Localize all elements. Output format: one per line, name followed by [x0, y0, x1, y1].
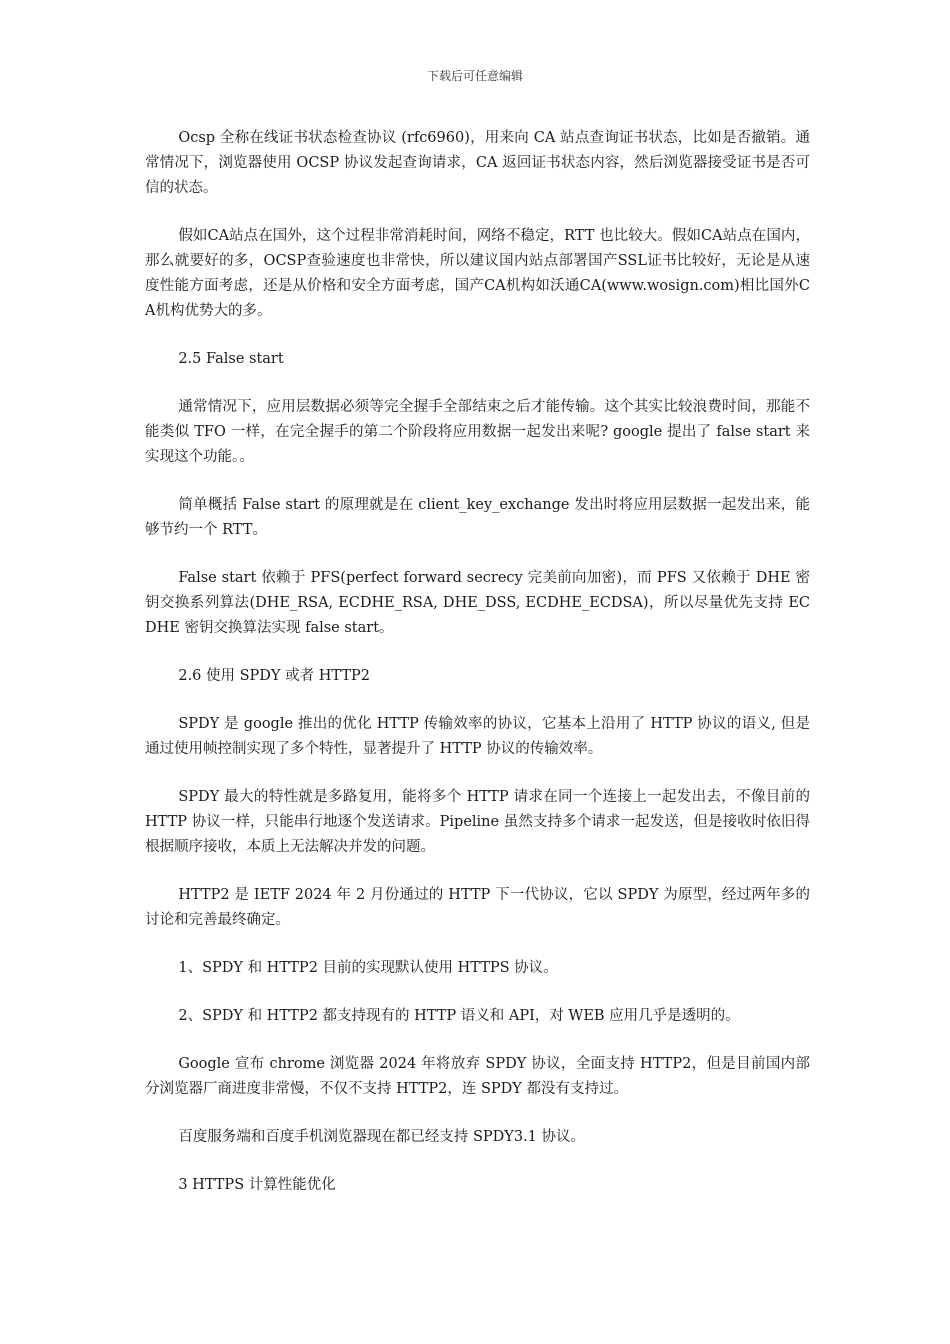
list-item-https-default: 1、SPDY 和 HTTP2 目前的实现默认使用 HTTPS 协议。	[178, 960, 558, 976]
paragraph-http2-intro: HTTP2 是 IETF 2024 年 2 月份通过的 HTTP 下一代协议，它以 SPDY 为原型，经过两年多的讨论和完善最终确定。	[145, 887, 810, 928]
paragraph-chrome-spdy: Google 宣布 chrome 浏览器 2024 年将放弃 SPDY 协议，全面支持 HTTP2，但是目前国内部分浏览器厂商进度非常慢，不仅不支持 HTTP2，连 SPDY 都没有支持过。	[145, 1056, 810, 1097]
paragraph-spdy-intro: SPDY 是 google 推出的优化 HTTP 传输效率的协议，它基本上沿用了 HTTP 协议的语义, 但是通过使用帧控制实现了多个特性，显著提升了 HTTP 协议的传输效率。	[145, 716, 810, 757]
paragraph-ocsp-intro: Ocsp 全称在线证书状态检查协议 (rfc6960)，用来向 CA 站点查询证书状态，比如是否撤销。通常情况下，浏览器使用 OCSP 协议发起查询请求，CA 返回证书状态内容，然后浏览器接受证书是否可信的状态。	[145, 130, 810, 196]
paragraph-false-start-motivation: 通常情况下，应用层数据必须等完全握手全部结束之后才能传输。这个其实比较浪费时间，那能不能类似 TFO 一样，在完全握手的第二个阶段将应用数据一起发出来呢? google 提出了 false start 来实现这个功能。。	[145, 399, 810, 465]
section-heading-spdy-http2: 2.6 使用 SPDY 或者 HTTP2	[178, 668, 370, 684]
paragraph-false-start-principle: 简单概括 False start 的原理就是在 client_key_exchange 发出时将应用层数据一起发出来，能够节约一个 RTT。	[145, 497, 810, 538]
section-heading-https-compute: 3 HTTPS 计算性能优化	[178, 1177, 336, 1193]
document-body	[145, 126, 810, 1221]
paragraph-baidu-spdy: 百度服务端和百度手机浏览器现在都已经支持 SPDY3.1 协议。	[178, 1129, 586, 1145]
page-header: 下载后可任意编辑	[426, 69, 523, 83]
section-heading-false-start: 2.5 False start	[178, 351, 284, 367]
list-item-http-semantics: 2、SPDY 和 HTTP2 都支持现有的 HTTP 语义和 API，对 WEB 应用几乎是透明的。	[178, 1008, 740, 1024]
paragraph-ca-location: 假如CA站点在国外，这个过程非常消耗时间，网络不稳定，RTT 也比较大。假如CA站点在国内，那么就要好的多，OCSP查验速度也非常快，所以建议国内站点部署国产SSL证书比较好，无论是从速度性能方面考虑，还是从价格和安全方面考虑，国产CA机构如沃通CA(www.wosign.com)相比国外CA机构优势大的多。	[145, 228, 810, 319]
paragraph-false-start-pfs: False start 依赖于 PFS(perfect forward secrecy 完美前向加密)，而 PFS 又依赖于 DHE 密钥交换系列算法(DHE_RSA, ECDHE_RSA, DHE_DSS, ECDHE_ECDSA)，所以尽量优先支持 ECDHE 密钥交换算法实现 false start。	[145, 570, 810, 636]
paragraph-spdy-multiplexing: SPDY 最大的特性就是多路复用，能将多个 HTTP 请求在同一个连接上一起发出去，不像目前的 HTTP 协议一样，只能串行地逐个发送请求。Pipeline 虽然支持多个请求一起发送，但是接收时依旧得根据顺序接收，本质上无法解决并发的问题。	[145, 789, 810, 855]
